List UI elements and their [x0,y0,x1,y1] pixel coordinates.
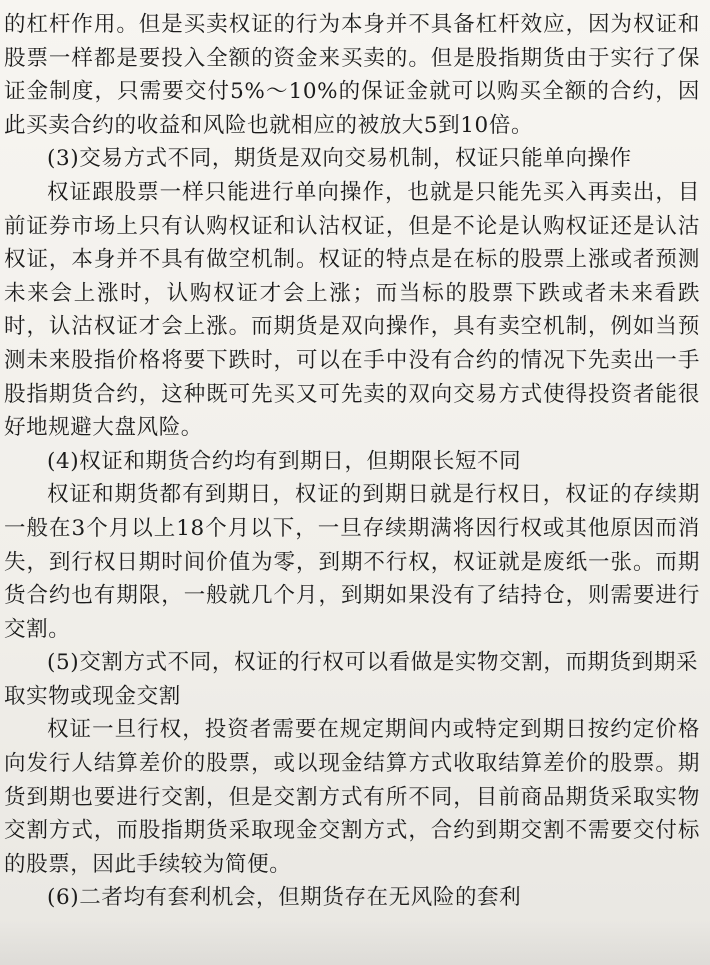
paragraph-trading-method: 权证跟股票一样只能进行单向操作，也就是只能先买入再卖出，目前证券市场上只有认购权证和认沽权证，但是不论是认购权证还是认沽权证，本身并不具有做空机制。权证的特点是在标的股票上涨或者预测未来会上涨时，认购权证才会上涨；而当标的股票下跌或者未来看跌时，认沽权证才会上涨。而期货是双向操作，具有卖空机制，例如当预测未来股指价格将要下跌时，可以在手中没有合约的情况下先卖出一手股指期货合约，这种既可先买又可先卖的双向交易方式使得投资者能很好地规避大盘风险。 [4,179,700,441]
paragraph-expiry-date: 权证和期货都有到期日，权证的到期日就是行权日，权证的存续期一般在3个月以上18个月以下，一旦存续期满将因行权或其他原因而消失，到行权日期时间价值为零，到期不行权，权证就是废纸一张。而期货合约也有期限，一般就几个月，到期如果没有了结持仓，则需要进行交割。 [4,482,700,642]
heading-trading-method: (3)交易方式不同，期货是双向交易机制，权证只能单向操作 [47,146,632,172]
heading-arbitrage: (6)二者均有套利机会，但期货存在无风险的套利 [47,885,522,911]
paragraph-delivery-method: 权证一旦行权，投资者需要在规定期间内或特定到期日按约定价格向发行人结算差价的股票，或以现金结算方式收取结算差价的股票。期货到期也要进行交割，但是交割方式有所不同，目前商品期货采取实物交割方式，而股指期货采取现金交割方式，合约到期交割不需要交付标的股票，因此手续较为简便。 [4,717,700,877]
heading-expiry-date: (4)权证和期货合约均有到期日，但期限长短不同 [47,448,522,474]
paragraph-leverage-continued: 的杠杆作用。但是买卖权证的行为本身并不具备杠杆效应，因为权证和股票一样都是要投入全额的资金来买卖的。但是股指期货由于实行了保证金制度，只需要交付5%～10%的保证金就可以购买全额的合约，因此买卖合约的收益和风险也就相应的被放大5到10倍。 [4,12,700,138]
heading-delivery-method: (5)交割方式不同，权证的行权可以看做是实物交割，而期货到期采取实物或现金交割 [4,650,699,709]
page-bottom-shadow [0,919,710,965]
